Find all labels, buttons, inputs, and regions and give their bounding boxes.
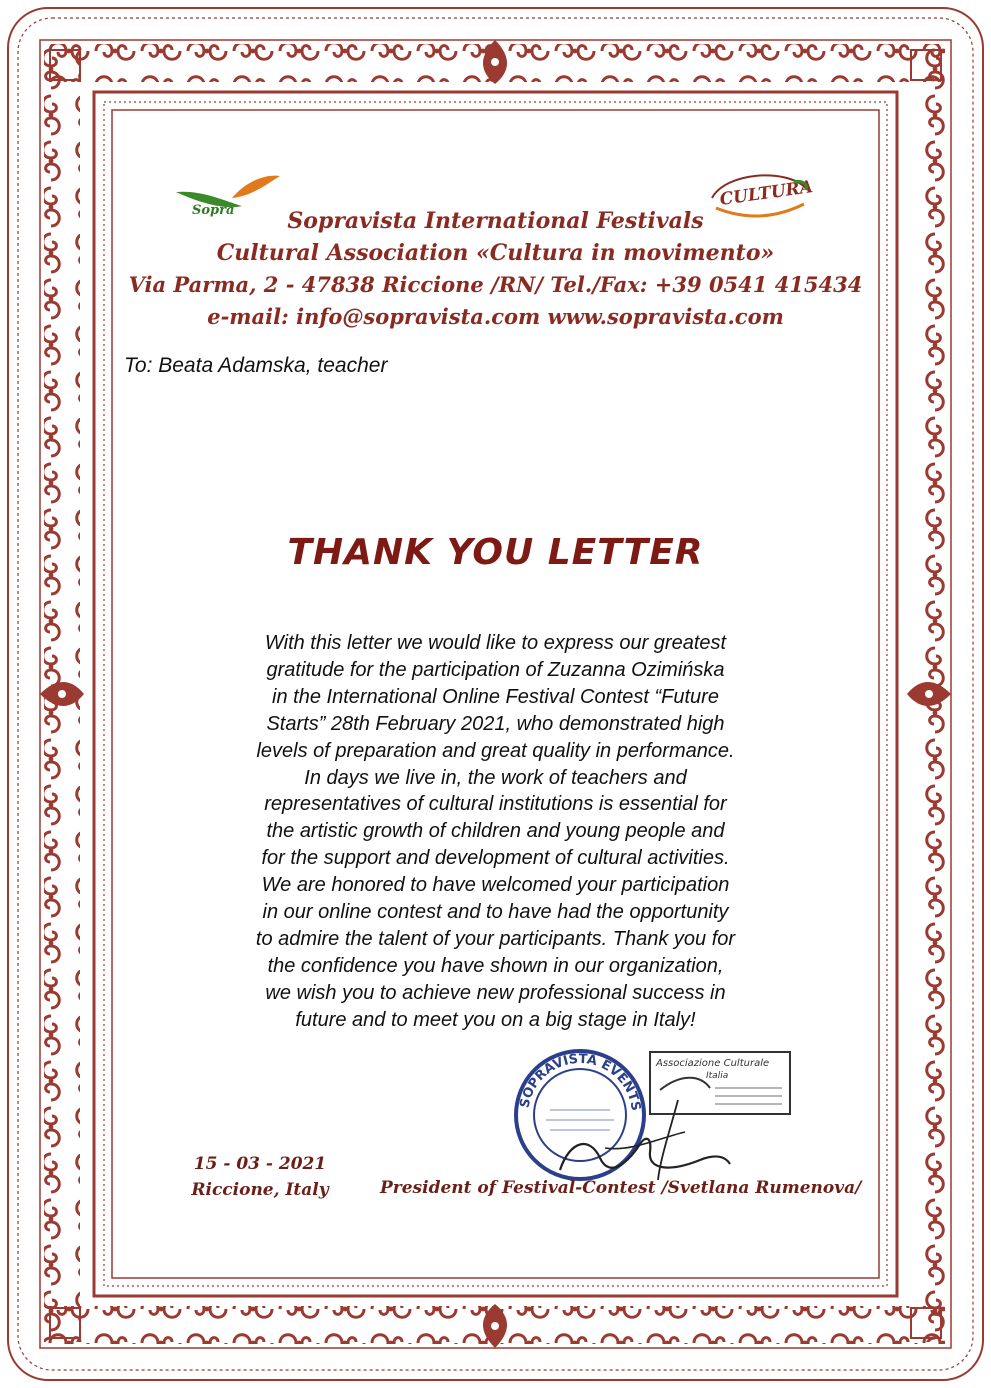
body-line: the artistic growth of children and young people and (266, 820, 725, 843)
body-line: in the International Online Festival Contest “Future (272, 685, 719, 708)
header-contact: e-mail: info@sopravista.com www.sopravista.com (207, 304, 784, 329)
official-stamps (510, 1040, 800, 1190)
letter-place: Riccione, Italy (191, 1180, 329, 1200)
body-line: we wish you to achieve new professional success in (265, 981, 726, 1004)
logo-left-text: Sopra (192, 203, 235, 218)
letter-title: THANK YOU LETTER (287, 532, 704, 573)
letter-date: 15 - 03 - 2021 (193, 1154, 327, 1174)
signature-line: President of Festival-Contest /Svetlana Rumenova/ (380, 1178, 862, 1198)
round-stamp-text: SOPRAVISTA EVENTS (517, 1051, 643, 1112)
body-line: With this letter we would like to express our greatest (264, 632, 727, 654)
header-association: Cultural Association «Cultura in movimento» (216, 240, 775, 266)
body-line: for the support and development of cultural activities. (261, 847, 730, 870)
body-line: We are honored to have welcomed your participation (261, 874, 730, 897)
body-line: to admire the talent of your participants. Thank you for (255, 927, 736, 950)
header-address: Via Parma, 2 - 47838 Riccione /RN/ Tel./Fax: +39 0541 415434 (128, 272, 863, 297)
letter-body (140, 630, 851, 1034)
body-line: Starts” 28th February 2021, who demonstrated high (266, 712, 725, 735)
body-line: levels of preparation and great quality in performance. (256, 739, 735, 762)
header-organization: Sopravista International Festivals (287, 208, 704, 234)
recipient: To: Beata Adamska, teacher (124, 354, 388, 377)
body-line: In days we live in, the work of teachers and (304, 766, 687, 789)
body-line: future and to meet you on a big stage in Italy! (295, 1008, 696, 1031)
body-line: gratitude for the participation of Zuzanna Ozimińska (266, 658, 725, 681)
body-line: representatives of cultural institutions is essential for (264, 793, 727, 816)
body-line: the confidence you have shown in our organization, (267, 954, 724, 977)
body-line: in our online contest and to have had the opportunity (262, 901, 729, 924)
rect-stamp-line1: Associazione Culturale (656, 1058, 770, 1069)
rect-stamp-line2: Italia (706, 1071, 729, 1081)
logo-right-text: CULTURA (718, 177, 814, 210)
